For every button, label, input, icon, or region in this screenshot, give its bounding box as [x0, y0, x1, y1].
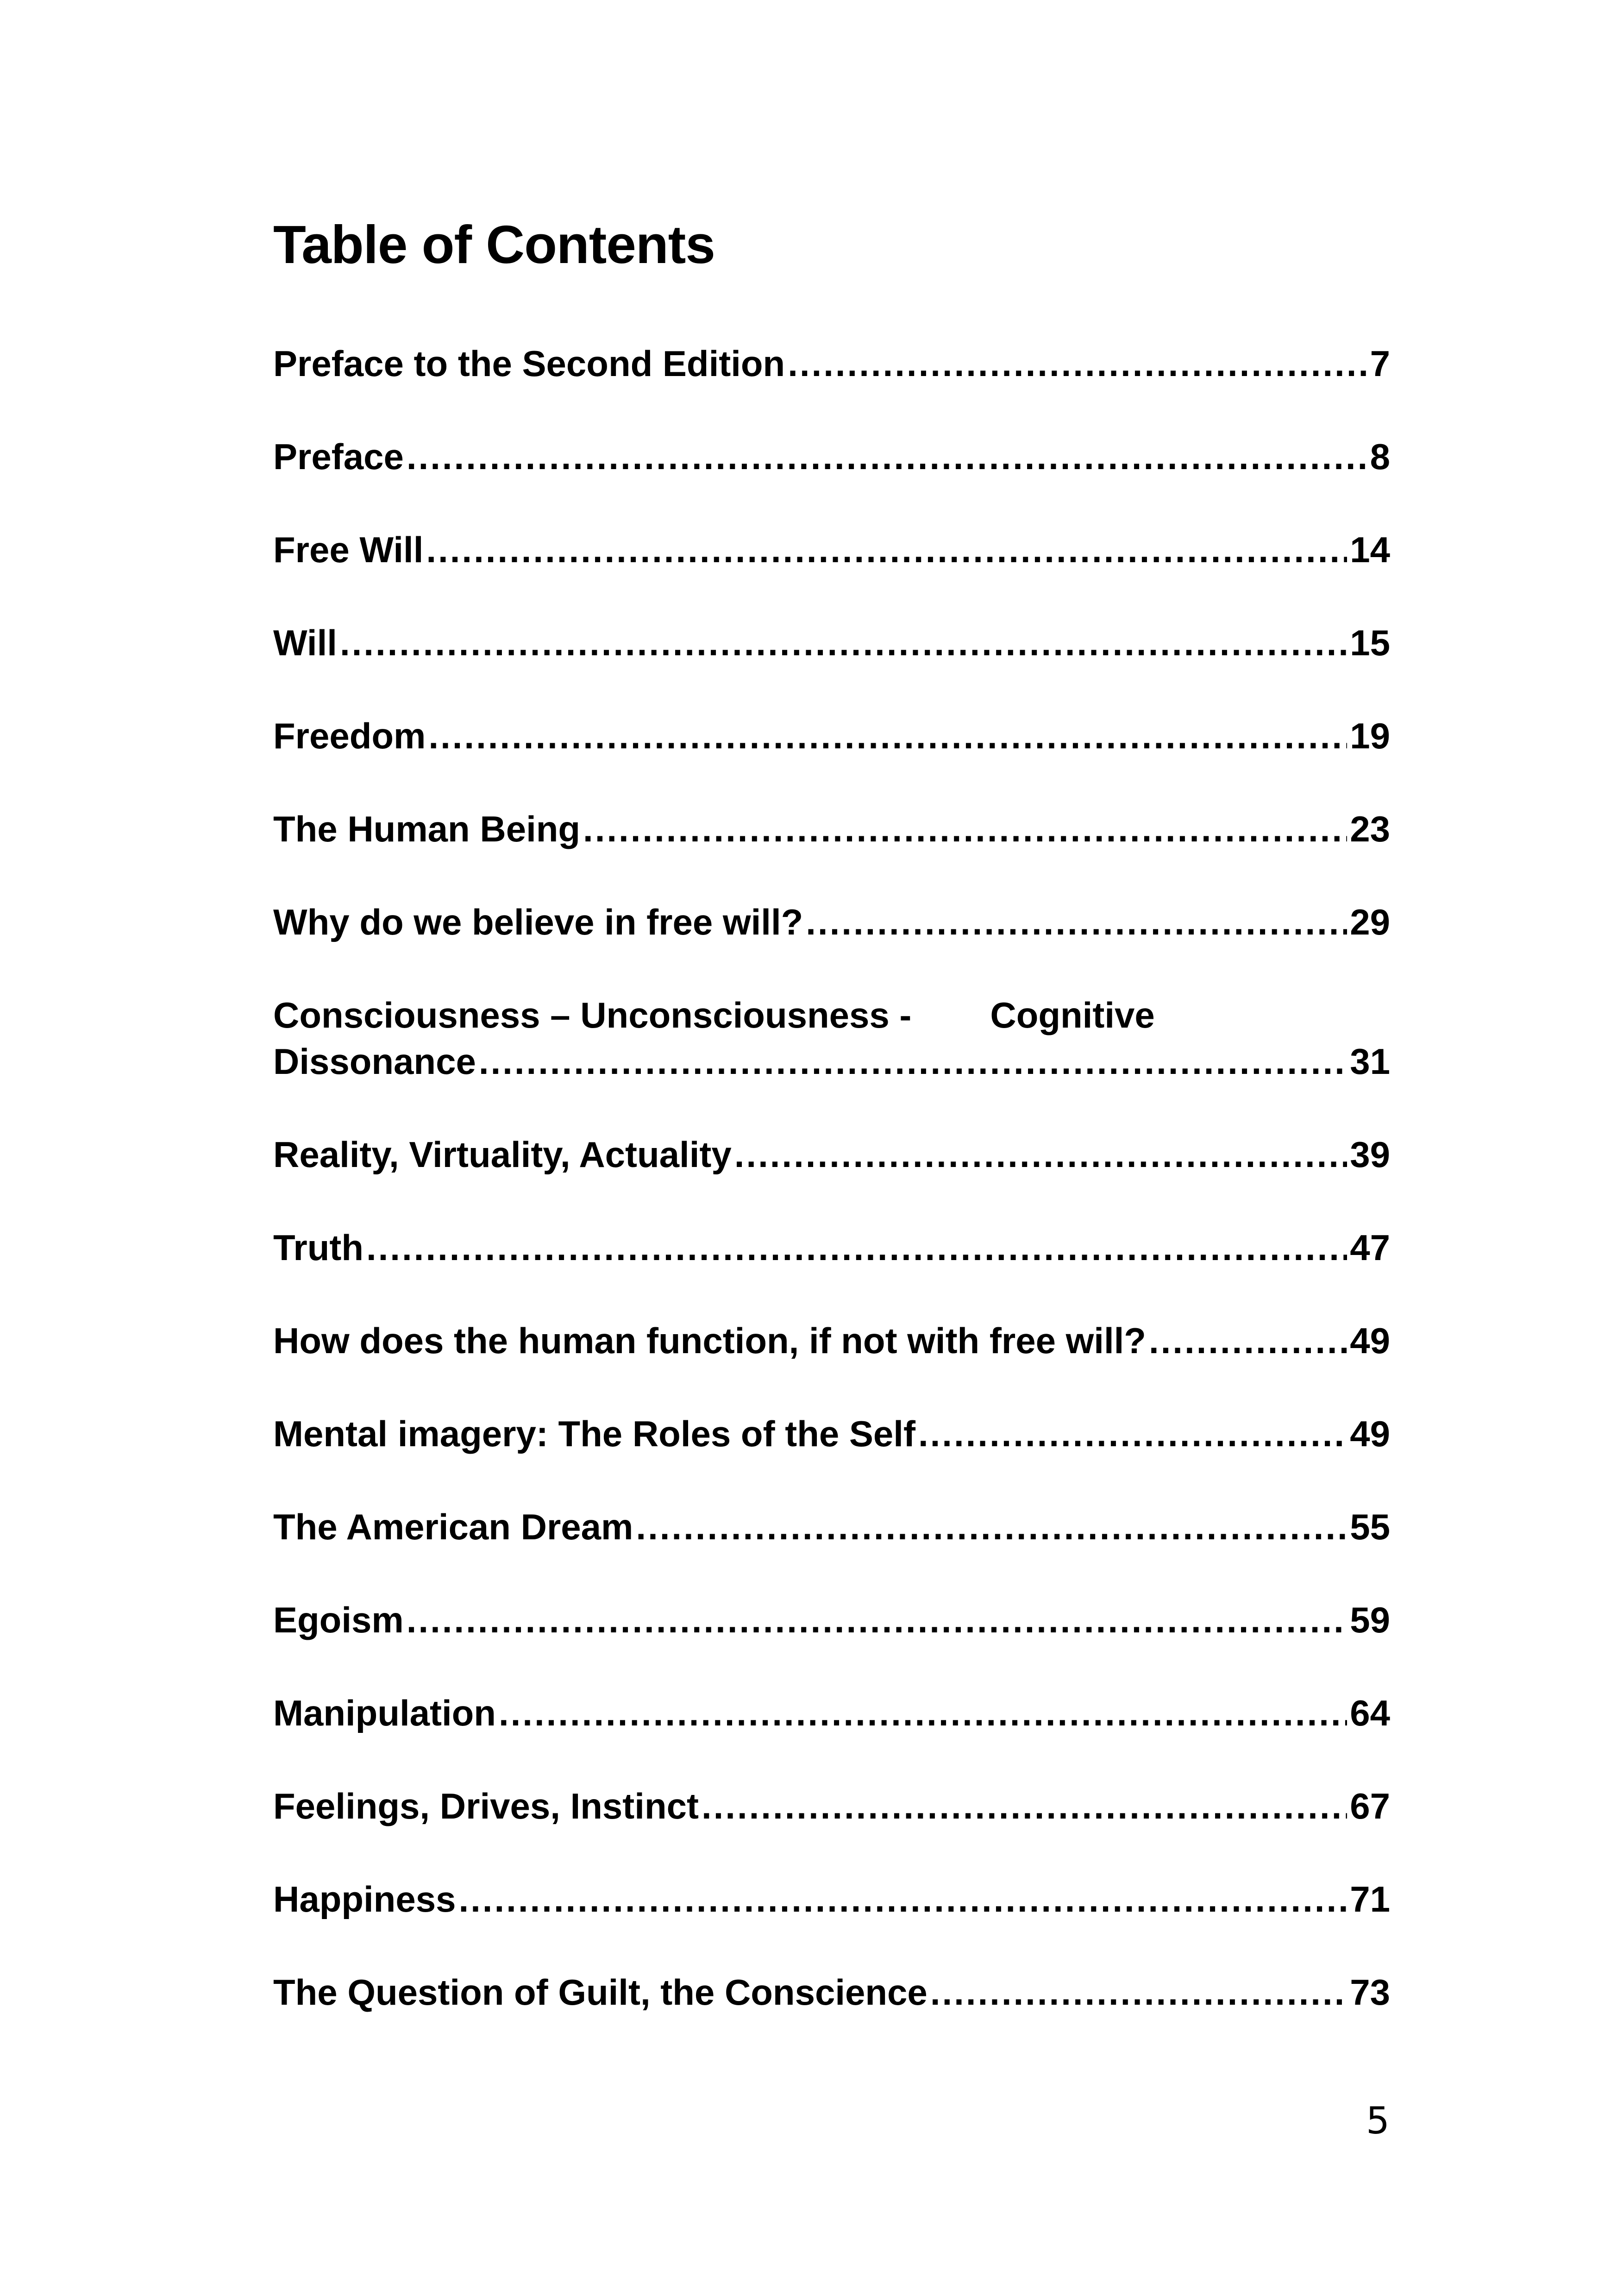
toc-entry-title: Will: [273, 622, 337, 663]
dot-leader: [930, 1969, 1347, 2015]
toc-entry-title: Dissonance: [273, 1041, 476, 1082]
toc-entry-title: Manipulation: [273, 1693, 496, 1733]
page-title: Table of Contents: [273, 214, 715, 275]
toc-entry-title-part: Consciousness – Unconsciousness -: [273, 995, 912, 1035]
toc-entry-title: The Question of Guilt, the Conscience: [273, 1972, 928, 2013]
toc-entry-page: 7: [1370, 343, 1390, 384]
toc-entry-page: 14: [1350, 529, 1390, 570]
dot-leader: [734, 1131, 1347, 1178]
dot-leader: [918, 1411, 1347, 1457]
toc-entry[interactable]: [273, 1131, 1390, 1178]
toc-entry[interactable]: [273, 1224, 1390, 1271]
dot-leader: [806, 899, 1347, 945]
toc-entry-page: 64: [1350, 1693, 1390, 1733]
toc-entry-title: Feelings, Drives, Instinct: [273, 1786, 699, 1826]
toc-entry-page: 39: [1350, 1134, 1390, 1175]
dot-leader: [636, 1504, 1347, 1550]
dot-leader: [479, 1038, 1347, 1085]
toc-entry-title: The Human Being: [273, 809, 581, 849]
toc-entry-page: 55: [1350, 1506, 1390, 1547]
dot-leader: [426, 527, 1347, 573]
toc-entry-page: 15: [1350, 622, 1390, 663]
toc-entry-page: 47: [1350, 1227, 1390, 1268]
toc-entry-page: 73: [1350, 1972, 1390, 2013]
dot-leader: [407, 1597, 1348, 1643]
toc-entry-page: 29: [1350, 902, 1390, 942]
toc-entry[interactable]: [273, 899, 1390, 945]
dot-leader: [340, 620, 1347, 666]
toc-entry-title: Mental imagery: The Roles of the Self: [273, 1413, 915, 1454]
toc-entry[interactable]: [273, 1504, 1390, 1550]
toc-entry-page: 31: [1350, 1041, 1390, 1082]
toc-entry[interactable]: [273, 992, 1390, 1085]
dot-leader: [458, 1876, 1347, 1922]
dot-leader: [788, 340, 1367, 387]
toc-entry[interactable]: [273, 1969, 1390, 2015]
toc-entry[interactable]: [273, 713, 1390, 759]
page-number: 5: [1366, 2099, 1390, 2142]
toc-entry-title-part: Cognitive: [990, 995, 1155, 1035]
toc-entry-title: The American Dream: [273, 1506, 633, 1547]
toc-entry-title: Freedom: [273, 715, 426, 756]
toc-entry-page: 49: [1350, 1320, 1390, 1361]
toc-entry[interactable]: [273, 1690, 1390, 1736]
dot-leader: [1149, 1317, 1347, 1364]
toc-entry[interactable]: [273, 340, 1390, 387]
toc-entry-title: Preface: [273, 436, 404, 477]
toc-entry[interactable]: [273, 1783, 1390, 1829]
toc-entry-title: Why do we believe in free will?: [273, 902, 803, 942]
toc-entry-page: 23: [1350, 809, 1390, 849]
dot-leader: [702, 1783, 1347, 1829]
toc-entry[interactable]: [273, 1876, 1390, 1922]
toc-entry-title: Free Will: [273, 529, 424, 570]
toc-entry-title: Preface to the Second Edition: [273, 343, 785, 384]
toc-entry-page: 71: [1350, 1879, 1390, 1920]
dot-leader: [366, 1224, 1347, 1271]
toc-entry-page: 49: [1350, 1413, 1390, 1454]
toc-entry[interactable]: [273, 620, 1390, 666]
dot-leader: [583, 806, 1347, 852]
toc-entry[interactable]: [273, 806, 1390, 852]
toc-entry[interactable]: [273, 1317, 1390, 1364]
toc-entry-title: Truth: [273, 1227, 364, 1268]
toc-entry-page: 67: [1350, 1786, 1390, 1826]
dot-leader: [428, 713, 1347, 759]
toc-entry-page: 19: [1350, 715, 1390, 756]
toc-entry-title: Reality, Virtuality, Actuality: [273, 1134, 732, 1175]
toc-entry[interactable]: [273, 527, 1390, 573]
toc-entry-title: How does the human function, if not with free will?: [273, 1320, 1146, 1361]
toc-entry[interactable]: [273, 1597, 1390, 1643]
toc-entry[interactable]: [273, 433, 1390, 480]
toc-entry-page: 59: [1350, 1600, 1390, 1640]
toc-entry-title: Egoism: [273, 1600, 404, 1640]
toc-entry-title: Happiness: [273, 1879, 456, 1920]
toc-entry[interactable]: [273, 1411, 1390, 1457]
toc-entry-page: 8: [1370, 436, 1390, 477]
dot-leader: [407, 433, 1367, 480]
dot-leader: [499, 1690, 1347, 1736]
